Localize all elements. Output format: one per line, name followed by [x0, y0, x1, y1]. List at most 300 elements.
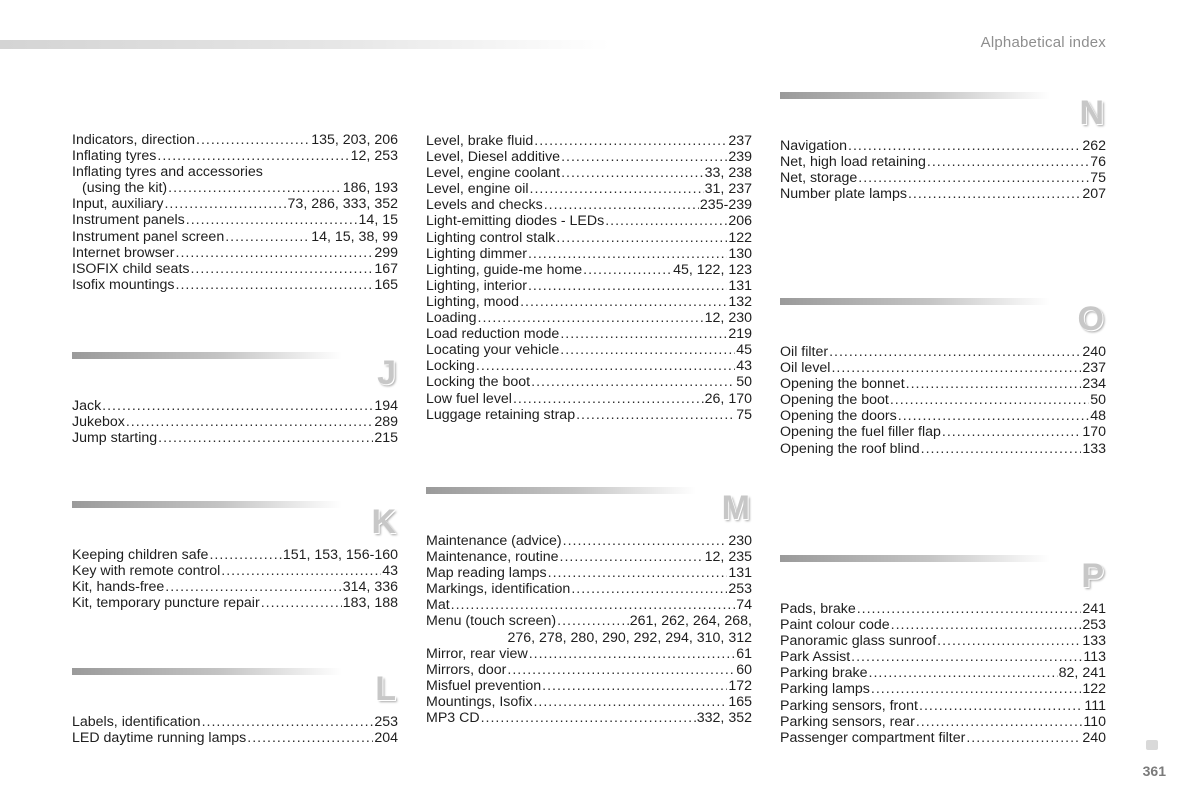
section-letter: N	[1079, 94, 1104, 132]
entry-pages: 122	[1082, 681, 1106, 698]
entry-list	[72, 132, 398, 293]
entry-pages: 165	[728, 693, 752, 710]
dot-leader	[168, 180, 342, 196]
entry-list	[426, 133, 752, 423]
section-letter: J	[377, 354, 396, 392]
section-header	[72, 501, 398, 547]
entry-list	[780, 138, 1106, 202]
dot-leader	[560, 342, 735, 358]
entry-pages: 172	[728, 677, 752, 694]
dot-leader	[247, 730, 373, 746]
entry-term: Labels, identification	[72, 714, 201, 730]
entry-pages: 237	[1082, 360, 1106, 377]
index-entry	[780, 376, 1106, 392]
entry-pages: 60	[736, 661, 752, 678]
entry-pages: 12, 235	[704, 549, 752, 566]
entry-pages: 253	[728, 581, 752, 598]
section-letter: L	[375, 670, 396, 708]
index-entry	[426, 197, 752, 213]
entry-pages: 135, 203, 206	[311, 132, 398, 148]
section-divider-bar	[426, 487, 696, 494]
index-entry	[426, 613, 752, 629]
entry-list	[780, 344, 1106, 457]
page-header-title: Alphabetical index	[980, 34, 1106, 51]
entry-pages: 82, 241	[1058, 665, 1106, 682]
dot-leader	[916, 714, 1083, 730]
entry-pages: 131	[728, 277, 752, 294]
entry-term: Maintenance (advice)	[426, 533, 562, 549]
index-entry	[780, 170, 1106, 186]
index-entry	[72, 261, 398, 277]
entry-pages: 50	[1090, 392, 1106, 409]
index-entry	[426, 213, 752, 229]
entry-term: Key with remote control	[72, 563, 221, 580]
entry-term: Net, storage	[780, 170, 858, 187]
index-entry	[780, 154, 1106, 170]
entry-pages: 186, 193	[342, 180, 398, 197]
entry-pages: 110	[1083, 713, 1106, 730]
entry-pages: 12, 253	[350, 148, 398, 165]
dot-leader	[921, 441, 1082, 457]
dot-leader	[530, 181, 704, 197]
dot-leader	[858, 170, 1089, 186]
entry-term: Mountings, Isofix	[426, 693, 533, 710]
entry-term: Instrument panel screen	[72, 228, 225, 245]
entry-term: Mirrors, door	[426, 661, 507, 678]
entry-pages: 75	[736, 406, 752, 423]
dot-leader	[513, 391, 704, 407]
index-entry	[426, 678, 752, 694]
index-entry	[426, 694, 752, 710]
index-entry	[426, 597, 752, 613]
index-entry	[72, 547, 398, 563]
dot-leader	[451, 597, 736, 613]
index-entry	[780, 360, 1106, 376]
entry-pages: 332, 352	[696, 710, 752, 727]
entry-pages: 262	[1082, 138, 1106, 154]
dot-leader	[102, 398, 373, 414]
dot-leader	[190, 261, 373, 277]
section-k	[72, 501, 398, 611]
section-header	[780, 555, 1106, 601]
index-entry	[780, 424, 1106, 440]
dot-leader	[176, 277, 374, 293]
dot-leader	[548, 565, 728, 581]
dot-leader	[531, 374, 735, 390]
dot-leader	[529, 646, 736, 662]
dot-leader	[557, 613, 629, 629]
dot-leader	[261, 595, 342, 611]
index-entry	[426, 246, 752, 262]
dot-leader	[507, 662, 735, 678]
entry-term: Markings, identification	[426, 581, 571, 598]
dot-leader	[533, 694, 727, 710]
index-entry	[780, 649, 1106, 665]
entry-term: Level, brake fluid	[426, 133, 534, 149]
entry-pages: 14, 15, 38, 99	[311, 228, 398, 245]
dot-leader	[165, 579, 341, 595]
dot-leader	[202, 714, 374, 730]
section-p	[780, 555, 1106, 746]
entry-term: Inflating tyres	[72, 148, 157, 165]
entry-pages: 43	[382, 563, 398, 580]
entry-list	[426, 646, 752, 726]
index-entry	[72, 714, 398, 730]
dot-leader	[919, 698, 1083, 714]
entry-term: Kit, hands-free	[72, 579, 165, 596]
entry-term: Indicators, direction	[72, 132, 196, 148]
entry-term: Oil level	[780, 360, 831, 377]
entry-term: Parking brake	[780, 665, 868, 682]
entry-term: Parking sensors, rear	[780, 713, 915, 730]
entry-term: Low fuel level	[426, 390, 512, 407]
index-entry	[426, 230, 752, 246]
entry-term: Net, high load retaining	[780, 154, 926, 171]
entry-term: MP3 CD	[426, 710, 480, 727]
entry-pages: 234	[1082, 376, 1106, 393]
section-divider-bar	[780, 298, 1050, 305]
entry-term: Panoramic glass sunroof	[780, 633, 937, 650]
index-entry	[426, 149, 752, 165]
index-entry	[72, 277, 398, 293]
entry-term: Navigation	[780, 138, 848, 154]
entry-pages: 253	[1082, 617, 1106, 634]
entry-term: Luggage retaining strap	[426, 406, 576, 423]
entry-term: Mirror, rear view	[426, 645, 528, 662]
entry-pages: 194	[374, 398, 398, 414]
entry-pages: 50	[736, 374, 752, 391]
entry-term: Levels and checks	[426, 197, 543, 214]
entry-pages: 33, 238	[704, 165, 752, 182]
entry-term: Passenger compartment filter	[780, 729, 966, 746]
entry-term: Parking lamps	[780, 681, 870, 698]
entry-term: Locking	[426, 358, 475, 375]
entry-term: Park Assist	[780, 649, 851, 666]
entry-pages: 237	[728, 133, 752, 149]
dot-leader	[158, 430, 373, 446]
index-entry	[780, 730, 1106, 746]
page-number: 361	[1142, 763, 1166, 779]
dot-leader	[851, 649, 1082, 665]
dot-leader	[891, 617, 1082, 633]
dot-leader	[225, 229, 310, 245]
section-divider-bar	[780, 92, 1050, 99]
section-letter: M	[721, 489, 750, 527]
entry-term: Load reduction mode	[426, 326, 560, 343]
index-entry	[780, 665, 1106, 681]
entry-term: Level, Diesel additive	[426, 149, 561, 166]
index-entry	[780, 344, 1106, 360]
index-entry	[72, 132, 398, 148]
index-entry	[780, 698, 1106, 714]
entry-pages: 74	[736, 597, 752, 614]
header-rule	[0, 40, 610, 49]
index-entry	[426, 342, 752, 358]
section-letter: P	[1081, 557, 1104, 595]
index-entry	[780, 408, 1106, 424]
dot-leader	[476, 358, 735, 374]
section-header	[780, 298, 1106, 344]
dot-leader	[164, 196, 286, 212]
entry-term: Lighting dimmer	[426, 245, 527, 262]
index-entry	[780, 392, 1106, 408]
entry-term: Jump starting	[72, 430, 158, 447]
dot-leader	[831, 360, 1081, 376]
entry-term: Maintenance, routine	[426, 549, 559, 566]
entry-pages: 204	[374, 730, 398, 747]
entry-term: Menu (touch screen)	[426, 613, 557, 630]
entry-term: Lighting, guide-me home	[426, 261, 583, 278]
entry-pages: 113	[1083, 649, 1106, 666]
section-header	[780, 92, 1106, 138]
entry-pages: 206	[728, 213, 752, 230]
dot-leader	[561, 149, 727, 165]
index-entry	[780, 714, 1106, 730]
index-entry	[780, 138, 1106, 154]
index-entry	[426, 391, 752, 407]
index-entry	[72, 730, 398, 746]
index-entry	[426, 262, 752, 278]
entry-pages: 183, 188	[342, 595, 398, 612]
index-entry	[426, 294, 752, 310]
entry-pages: 130	[728, 245, 752, 262]
entry-pages: 235-239	[699, 197, 752, 214]
section-divider-bar	[72, 352, 342, 359]
dot-leader	[560, 549, 704, 565]
index-entry	[72, 414, 398, 430]
entry-pages: 289	[374, 414, 398, 431]
dot-leader	[576, 407, 735, 423]
corner-marker	[1146, 740, 1158, 750]
entry-pages: 170	[1082, 424, 1106, 441]
index-entry	[426, 181, 752, 197]
entry-term: Kit, temporary puncture repair	[72, 595, 260, 612]
dot-leader	[908, 186, 1081, 202]
dot-leader	[221, 563, 381, 579]
entry-term: Misfuel prevention	[426, 677, 542, 694]
dot-leader	[571, 581, 727, 597]
entry-list	[72, 398, 398, 446]
dot-leader	[209, 547, 281, 563]
index-entry	[72, 180, 398, 196]
section-header	[426, 487, 752, 533]
index-entry	[72, 164, 398, 180]
index-entry	[426, 165, 752, 181]
dot-leader	[528, 246, 727, 262]
section-i	[72, 132, 398, 293]
dot-leader	[898, 408, 1089, 424]
entry-pages: 14, 15	[358, 212, 398, 229]
entry-term: Input, auxiliary	[72, 196, 164, 213]
entry-pages: 133	[1082, 440, 1106, 457]
dot-leader	[157, 148, 349, 164]
section-divider-bar	[780, 555, 1050, 562]
index-entry	[72, 595, 398, 611]
entry-pages: 12, 230	[704, 310, 752, 327]
entry-term: Locking the boot	[426, 374, 531, 391]
dot-leader	[890, 392, 1089, 408]
section-l	[72, 668, 398, 746]
entry-pages: 215	[374, 430, 398, 447]
index-entry	[426, 710, 752, 726]
section-letter: K	[371, 503, 396, 541]
entry-term: Locating your vehicle	[426, 342, 560, 359]
entry-pages: 241	[1082, 601, 1106, 617]
entry-pages: 219	[728, 326, 752, 343]
entry-term: Oil filter	[780, 344, 829, 360]
index-entry	[72, 430, 398, 446]
entry-term: Mat	[426, 597, 450, 614]
dot-leader	[534, 133, 727, 149]
entry-term: Map reading lamps	[426, 565, 547, 582]
dot-leader	[196, 132, 310, 148]
dot-leader	[605, 213, 727, 229]
entry-term: Level, engine oil	[426, 181, 529, 198]
index-entry	[780, 441, 1106, 457]
entry-list	[72, 714, 398, 746]
entry-pages: 73, 286, 333, 352	[287, 196, 398, 213]
entry-pages: 75	[1090, 170, 1106, 187]
entry-pages: 76	[1090, 154, 1106, 171]
entry-pages: 207	[1082, 186, 1106, 203]
entry-pages: 230	[728, 533, 752, 549]
entry-pages: 61	[736, 645, 752, 662]
dot-leader	[857, 601, 1082, 617]
entry-term: Paint colour code	[780, 617, 890, 634]
entry-term: Loading	[426, 310, 477, 327]
entry-pages: 31, 237	[704, 181, 752, 198]
entry-term: Number plate lamps	[780, 186, 907, 203]
section-divider-bar	[72, 501, 342, 508]
entry-pages: 239	[728, 149, 752, 166]
section-header	[72, 668, 398, 714]
entry-term: Internet browser	[72, 244, 175, 261]
entry-pages: 299	[374, 244, 398, 261]
entry-list	[72, 547, 398, 611]
index-entry	[426, 407, 752, 423]
dot-leader	[176, 245, 374, 261]
entry-term: Pads, brake	[780, 601, 856, 617]
section-n	[780, 92, 1106, 202]
entry-pages: 151, 153, 156-160	[282, 547, 398, 563]
entry-pages: 43	[736, 358, 752, 375]
dot-leader	[906, 376, 1082, 392]
entry-pages: 122	[728, 229, 752, 246]
entry-pages: 240	[1082, 344, 1106, 360]
index-entry	[72, 148, 398, 164]
index-entry	[426, 374, 752, 390]
entry-pages: 111	[1084, 697, 1106, 714]
dot-leader	[528, 278, 727, 294]
entry-pages: 131	[728, 565, 752, 582]
section-o	[780, 298, 1106, 457]
dot-leader	[556, 230, 727, 246]
entry-list	[426, 533, 752, 630]
entry-pages: 133	[1082, 633, 1106, 650]
section-m	[426, 487, 752, 726]
index-entry	[426, 133, 752, 149]
entry-term: Jukebox	[72, 414, 125, 431]
entry-term: Keeping children safe	[72, 547, 209, 563]
dot-leader	[186, 212, 358, 228]
dot-leader	[848, 138, 1081, 154]
index-entry	[426, 358, 752, 374]
entry-pages: 45	[736, 342, 752, 359]
dot-leader	[869, 665, 1058, 681]
index-entry	[426, 310, 752, 326]
entry-term: Opening the roof blind	[780, 440, 920, 457]
entry-term: Instrument panels	[72, 212, 185, 229]
index-entry	[426, 565, 752, 581]
dot-leader	[544, 197, 699, 213]
entry-pages: 240	[1082, 729, 1106, 746]
entry-pages: 253	[374, 714, 398, 730]
index-entry	[426, 662, 752, 678]
dot-leader	[520, 294, 727, 310]
index-entry	[780, 617, 1106, 633]
index-entry	[426, 646, 752, 662]
index-entry	[426, 533, 752, 549]
entry-term: Opening the doors	[780, 408, 897, 425]
dot-leader	[561, 165, 704, 181]
dot-leader	[583, 262, 672, 278]
entry-pages: 314, 336	[342, 579, 398, 596]
entry-list	[780, 601, 1106, 746]
index-entry	[72, 563, 398, 579]
entry-term: Lighting, interior	[426, 277, 527, 294]
entry-pages: 167	[374, 260, 398, 277]
entry-term: Lighting control stalk	[426, 229, 556, 246]
index-entry	[426, 549, 752, 565]
dot-leader	[871, 681, 1081, 697]
entry-term: ISOFIX child seats	[72, 260, 190, 277]
section-letter: O	[1077, 300, 1104, 338]
index-entry	[72, 212, 398, 228]
dot-leader	[937, 633, 1081, 649]
dot-leader	[966, 730, 1081, 746]
entry-term: Isofix mountings	[72, 276, 175, 293]
dot-leader	[478, 310, 704, 326]
menu-pages-continuation: 276, 278, 280, 290, 292, 294, 310, 312	[507, 629, 752, 646]
entry-term: Jack	[72, 398, 102, 414]
entry-term: Opening the bonnet	[780, 376, 905, 393]
entry-term: LED daytime running lamps	[72, 730, 247, 747]
index-entry	[72, 398, 398, 414]
dot-leader	[563, 533, 728, 549]
section-j	[72, 352, 398, 446]
index-entry	[426, 581, 752, 597]
entry-pages: 26, 170	[704, 390, 752, 407]
entry-term: Light-emitting diodes - LEDs	[426, 213, 605, 230]
index-entry	[72, 229, 398, 245]
entry-term: Parking sensors, front	[780, 697, 918, 714]
entry-pages: 132	[728, 293, 752, 310]
index-entry	[780, 186, 1106, 202]
index-entry	[72, 196, 398, 212]
section-header	[72, 352, 398, 398]
dot-leader	[481, 710, 696, 726]
dot-leader	[542, 678, 727, 694]
index-entry	[426, 326, 752, 342]
entry-pages: 165	[374, 276, 398, 293]
entry-term: Opening the fuel filler flap	[780, 424, 941, 441]
dot-leader	[942, 424, 1081, 440]
dot-leader	[829, 344, 1081, 360]
section-divider-bar	[72, 668, 342, 675]
dot-leader	[927, 154, 1089, 170]
entry-pages: 48	[1090, 408, 1106, 425]
entry-pages: 45, 122, 123	[673, 261, 752, 278]
